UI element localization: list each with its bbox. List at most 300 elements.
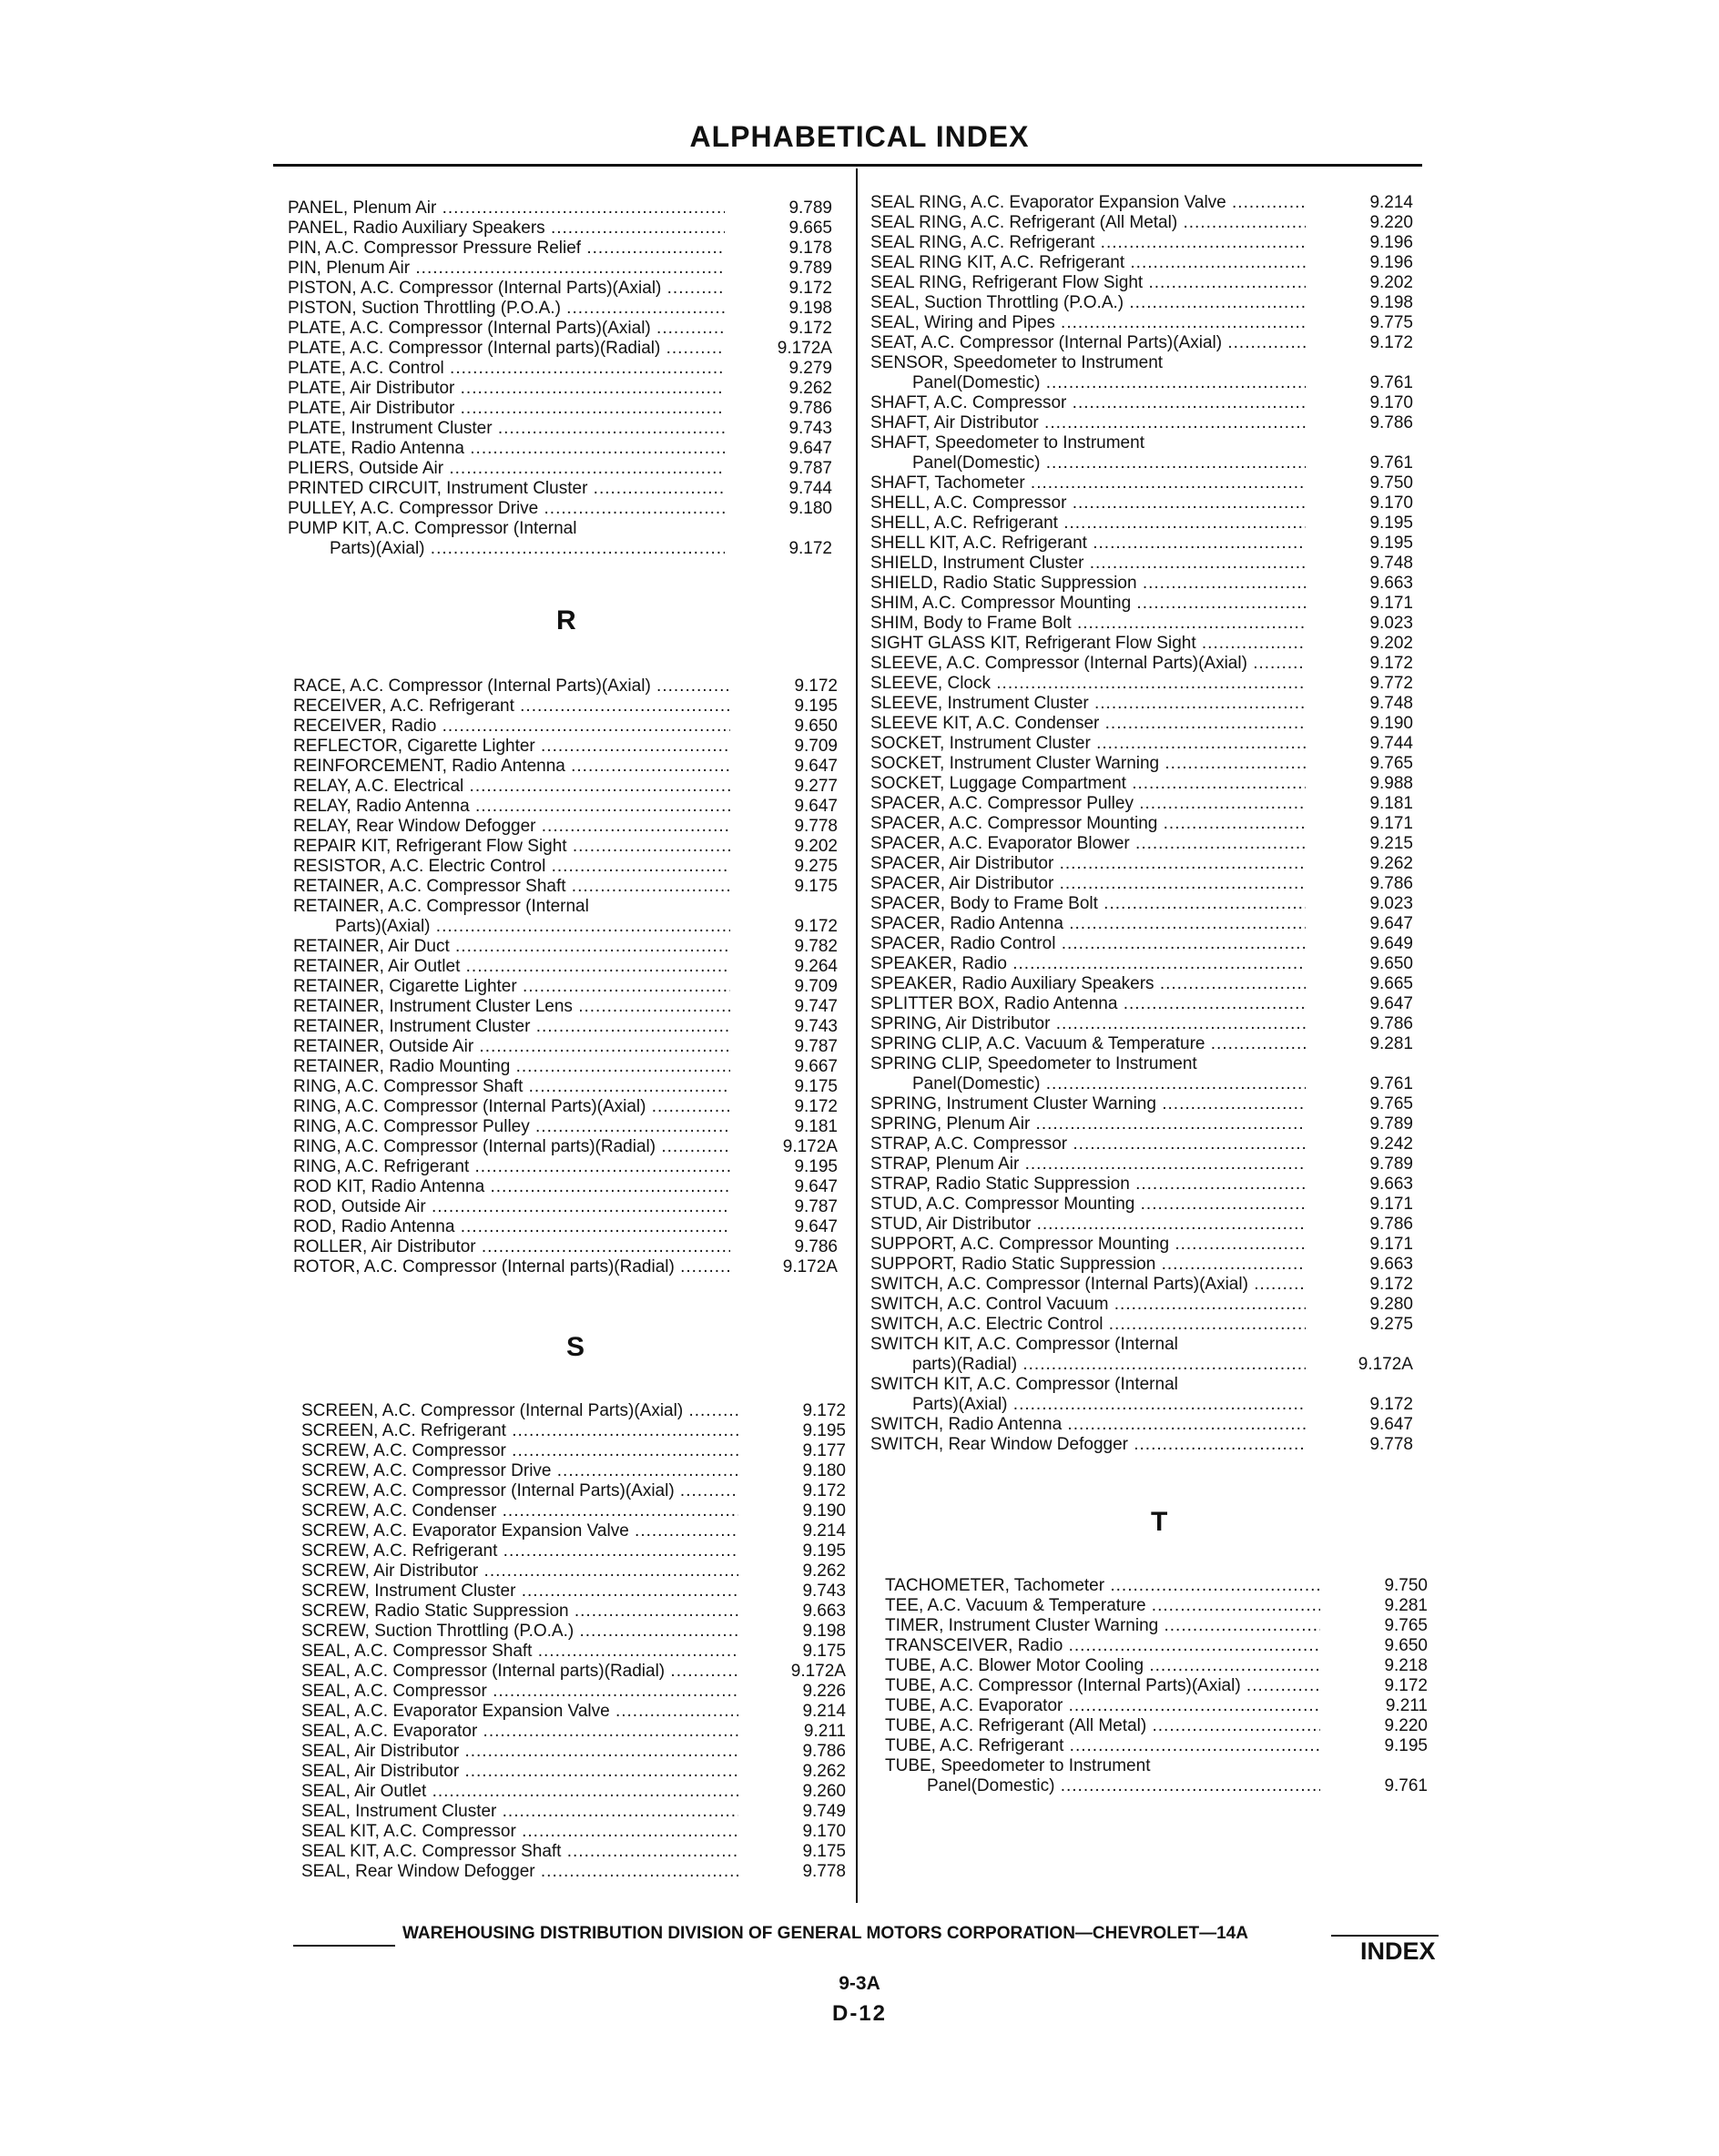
- index-entry: [885, 1656, 1431, 1676]
- index-entry: [288, 539, 836, 559]
- entry-page-ref: 9.761: [1369, 373, 1413, 392]
- index-entry: [301, 1822, 849, 1842]
- entry-page-ref: 9.786: [1369, 1215, 1413, 1234]
- entry-label: SPACER, A.C. Compressor Mounting .....: [870, 814, 1306, 834]
- index-entry: [301, 1481, 849, 1501]
- index-entry: [870, 554, 1417, 574]
- entry-label: SPACER, Air Distributor .....: [870, 874, 1306, 894]
- entry-label: SEAL KIT, A.C. Compressor Shaft .....: [301, 1842, 738, 1862]
- index-entry: [288, 419, 836, 439]
- entry-page-ref: 9.172: [1369, 1395, 1413, 1414]
- entry-label: SEAL RING, Refrigerant Flow Sight .....: [870, 273, 1306, 293]
- index-entry: [293, 1157, 841, 1177]
- entry-label: SCREW, A.C. Compressor (Internal Parts)(Axial) .....: [301, 1481, 738, 1501]
- index-entry: [288, 239, 836, 259]
- entry-page-ref: 9.220: [1369, 213, 1413, 232]
- entry-page-ref: 9.195: [1384, 1736, 1428, 1755]
- index-entry: [301, 1802, 849, 1822]
- entry-page-ref: 9.023: [1369, 894, 1413, 913]
- entry-page-ref: 9.262: [802, 1561, 846, 1581]
- index-entry: [293, 757, 841, 777]
- entry-label: Parts)(Axial) .....: [912, 1395, 1306, 1415]
- index-entry: [870, 473, 1417, 493]
- entry-label: RECEIVER, A.C. Refrigerant .....: [293, 697, 730, 717]
- section-letter-s: S: [566, 1332, 585, 1362]
- index-entry: [870, 1134, 1417, 1154]
- entry-label: SEAL, A.C. Evaporator .....: [301, 1722, 738, 1742]
- entry-label: SCREW, Instrument Cluster .....: [301, 1581, 738, 1602]
- entry-label: SPRING CLIP, A.C. Vacuum & Temperature .....: [870, 1034, 1306, 1054]
- entry-label: SHIM, A.C. Compressor Mounting .....: [870, 594, 1306, 614]
- index-entry: [885, 1736, 1431, 1756]
- index-entry: [301, 1602, 849, 1622]
- entry-page-ref: 9.647: [794, 797, 838, 816]
- entry-label: SWITCH KIT, A.C. Compressor (Internal: [870, 1335, 1178, 1354]
- entry-page-ref: 9.650: [1384, 1636, 1428, 1655]
- entry-label: STRAP, Radio Static Suppression .....: [870, 1175, 1306, 1195]
- index-entry: [870, 1114, 1417, 1134]
- entry-label: SEAL RING KIT, A.C. Refrigerant .....: [870, 253, 1306, 273]
- entry-page-ref: 9.281: [1384, 1596, 1428, 1615]
- index-entry: [293, 1217, 841, 1237]
- index-entry: [870, 994, 1417, 1014]
- entry-page-ref: 9.262: [802, 1762, 846, 1781]
- index-entry: [870, 854, 1417, 874]
- footer-rule-left: [293, 1945, 395, 1947]
- index-entry: [293, 997, 841, 1017]
- page-code: D-12: [831, 2001, 888, 2026]
- index-entry: [293, 837, 841, 857]
- entry-page-ref: 9.748: [1369, 694, 1413, 713]
- entry-label: PLATE, A.C. Control .....: [288, 359, 725, 379]
- entry-label: RECEIVER, Radio .....: [293, 717, 730, 737]
- entry-page-ref: 9.172A: [1358, 1355, 1413, 1374]
- entry-label: REPAIR KIT, Refrigerant Flow Sight .....: [293, 837, 730, 857]
- entry-page-ref: 9.195: [802, 1541, 846, 1561]
- index-entry: [288, 339, 836, 359]
- index-entry: [288, 399, 836, 419]
- index-entry: [301, 1561, 849, 1581]
- index-entry: [885, 1776, 1431, 1796]
- section-label: INDEX: [1360, 1937, 1436, 1965]
- entry-label: STRAP, Plenum Air .....: [870, 1154, 1306, 1175]
- entry-page-ref: 9.663: [1369, 574, 1413, 593]
- entry-label: SEAL RING, A.C. Evaporator Expansion Valve .....: [870, 193, 1306, 213]
- index-entry: [870, 714, 1417, 734]
- entry-label: PIN, A.C. Compressor Pressure Relief .....: [288, 239, 725, 259]
- entry-label: SUPPORT, A.C. Compressor Mounting .....: [870, 1235, 1306, 1255]
- entry-page-ref: 9.765: [1369, 754, 1413, 773]
- entry-page-ref: 9.789: [788, 198, 832, 218]
- index-entry: [870, 974, 1417, 994]
- index-entry: [870, 1315, 1417, 1335]
- entry-page-ref: 9.196: [1369, 233, 1413, 252]
- entry-label: RETAINER, Air Duct .....: [293, 937, 730, 957]
- entry-page-ref: 9.750: [1384, 1576, 1428, 1595]
- entry-page-ref: 9.242: [1369, 1134, 1413, 1154]
- entry-page-ref: 9.647: [794, 1177, 838, 1196]
- index-entry: [885, 1756, 1431, 1776]
- index-entry: [301, 1401, 849, 1421]
- entry-page-ref: 9.172: [1369, 1275, 1413, 1294]
- index-entry: [870, 914, 1417, 934]
- index-entry: [301, 1642, 849, 1662]
- entry-label: REFLECTOR, Cigarette Lighter .....: [293, 737, 730, 757]
- entry-page-ref: 9.647: [1369, 914, 1413, 933]
- entry-label: SLEEVE, Instrument Cluster .....: [870, 694, 1306, 714]
- index-entry: [870, 433, 1417, 453]
- entry-page-ref: 9.275: [794, 857, 838, 876]
- index-entry: [870, 413, 1417, 433]
- entry-page-ref: 9.172: [788, 539, 832, 558]
- entry-label: SOCKET, Instrument Cluster .....: [870, 734, 1306, 754]
- entry-label: Parts)(Axial) .....: [330, 539, 725, 559]
- index-entry: [288, 198, 836, 219]
- index-entry: [293, 977, 841, 997]
- entry-label: SWITCH, Radio Antenna .....: [870, 1415, 1306, 1435]
- entry-page-ref: 9.665: [788, 219, 832, 238]
- entry-page-ref: 9.195: [802, 1421, 846, 1440]
- entry-page-ref: 9.709: [794, 737, 838, 756]
- entry-label: PLATE, A.C. Compressor (Internal parts)(Radial) .....: [288, 339, 725, 359]
- entry-page-ref: 9.214: [1369, 193, 1413, 212]
- entry-label: SHELL, A.C. Refrigerant .....: [870, 514, 1306, 534]
- entry-page-ref: 9.663: [802, 1602, 846, 1621]
- entry-page-ref: 9.170: [802, 1822, 846, 1841]
- index-entry: [293, 737, 841, 757]
- index-entry: [301, 1441, 849, 1461]
- entry-page-ref: 9.172: [788, 279, 832, 298]
- index-entry: [293, 877, 841, 897]
- entry-page-ref: 9.647: [794, 1217, 838, 1236]
- entry-label: RETAINER, Radio Mounting .....: [293, 1057, 730, 1077]
- section-letter-r: R: [556, 605, 576, 636]
- entry-label: RETAINER, Cigarette Lighter .....: [293, 977, 730, 997]
- entry-label: RING, A.C. Compressor Shaft .....: [293, 1077, 730, 1097]
- entry-label: ROD KIT, Radio Antenna .....: [293, 1177, 730, 1197]
- index-entry: [870, 634, 1417, 654]
- index-entry: [301, 1662, 849, 1682]
- entry-page-ref: 9.180: [802, 1461, 846, 1480]
- entry-label: SCREW, A.C. Refrigerant .....: [301, 1541, 738, 1561]
- entry-label: ROD, Radio Antenna .....: [293, 1217, 730, 1237]
- index-entry: [301, 1702, 849, 1722]
- index-entry: [870, 934, 1417, 954]
- entry-label: RETAINER, Instrument Cluster Lens .....: [293, 997, 730, 1017]
- entry-page-ref: 9.786: [1369, 413, 1413, 432]
- index-entry: [870, 954, 1417, 974]
- footer-publisher: WAREHOUSING DISTRIBUTION DIVISION OF GENERAL MOTORS CORPORATION—CHEVROLET—14A: [402, 1924, 1248, 1943]
- index-entry: [870, 273, 1417, 293]
- index-entry: [288, 379, 836, 399]
- entry-page-ref: 9.750: [1369, 473, 1413, 493]
- entry-page-ref: 9.196: [1369, 253, 1413, 272]
- entry-label: SIGHT GLASS KIT, Refrigerant Flow Sight .....: [870, 634, 1306, 654]
- index-entry: [870, 674, 1417, 694]
- index-entry: [870, 1435, 1417, 1455]
- index-entry: [288, 499, 836, 519]
- index-entry: [870, 1074, 1417, 1094]
- entry-label: SHIELD, Radio Static Suppression .....: [870, 574, 1306, 594]
- entry-page-ref: 9.667: [794, 1057, 838, 1076]
- index-entry: [293, 1137, 841, 1157]
- entry-label: SPRING, Instrument Cluster Warning .....: [870, 1094, 1306, 1114]
- index-entry: [870, 293, 1417, 313]
- entry-page-ref: 9.647: [1369, 994, 1413, 1013]
- entry-label: SCREEN, A.C. Refrigerant .....: [301, 1421, 738, 1441]
- entry-label: ROLLER, Air Distributor .....: [293, 1237, 730, 1257]
- entry-label: PUMP KIT, A.C. Compressor (Internal: [288, 519, 577, 538]
- entry-label: SHELL, A.C. Compressor .....: [870, 493, 1306, 514]
- entry-label: SOCKET, Instrument Cluster Warning .....: [870, 754, 1306, 774]
- index-entry: [870, 694, 1417, 714]
- index-entry: [293, 817, 841, 837]
- index-entry: [293, 1057, 841, 1077]
- entry-page-ref: 9.172A: [790, 1662, 846, 1681]
- entry-page-ref: 9.175: [794, 1077, 838, 1096]
- entry-label: TEE, A.C. Vacuum & Temperature .....: [885, 1596, 1320, 1616]
- entry-page-ref: 9.789: [1369, 1154, 1413, 1174]
- index-entry: [870, 493, 1417, 514]
- index-entry: [870, 333, 1417, 353]
- entry-label: TUBE, A.C. Compressor (Internal Parts)(Axial) .....: [885, 1676, 1320, 1696]
- entry-label: SEAL RING, A.C. Refrigerant (All Metal) .....: [870, 213, 1306, 233]
- index-entry: [870, 754, 1417, 774]
- entry-page-ref: 9.170: [1369, 393, 1413, 412]
- entry-label: SPRING, Air Distributor .....: [870, 1014, 1306, 1034]
- entry-page-ref: 9.172: [1384, 1676, 1428, 1695]
- index-entry: [870, 1355, 1417, 1375]
- entry-page-ref: 9.786: [802, 1742, 846, 1761]
- entry-page-ref: 9.778: [1369, 1435, 1413, 1454]
- entry-page-ref: 9.786: [1369, 874, 1413, 893]
- entry-page-ref: 9.743: [802, 1581, 846, 1601]
- entry-page-ref: 9.226: [802, 1682, 846, 1701]
- index-entry: [293, 1197, 841, 1217]
- entry-page-ref: 9.172: [794, 676, 838, 696]
- index-entry: [870, 874, 1417, 894]
- entry-label: Panel(Domestic) .....: [912, 1074, 1306, 1094]
- index-entry: [870, 1034, 1417, 1054]
- index-entry: [870, 894, 1417, 914]
- entry-label: SWITCH, A.C. Compressor (Internal Parts)(Axial) .....: [870, 1275, 1306, 1295]
- index-entry: [293, 1117, 841, 1137]
- entry-page-ref: 9.663: [1369, 1255, 1413, 1274]
- entry-page-ref: 9.172A: [782, 1137, 838, 1156]
- entry-page-ref: 9.747: [794, 997, 838, 1016]
- entry-label: Panel(Domestic) .....: [927, 1776, 1320, 1796]
- index-entry: [293, 897, 841, 917]
- entry-page-ref: 9.177: [802, 1441, 846, 1460]
- index-entry: [870, 614, 1417, 634]
- entry-label: Panel(Domestic) .....: [912, 453, 1306, 473]
- index-entry: [288, 479, 836, 499]
- index-entry: [870, 373, 1417, 393]
- entry-label: SPRING CLIP, Speedometer to Instrument: [870, 1054, 1197, 1073]
- entry-page-ref: 9.178: [788, 239, 832, 258]
- entry-page-ref: 9.172: [802, 1481, 846, 1500]
- index-entry: [870, 514, 1417, 534]
- entry-label: SEAL, Suction Throttling (P.O.A.) .....: [870, 293, 1306, 313]
- entry-label: RETAINER, A.C. Compressor (Internal: [293, 897, 589, 916]
- index-entry: [870, 1235, 1417, 1255]
- index-entry: [288, 439, 836, 459]
- index-entry: [301, 1842, 849, 1862]
- entry-label: SPEAKER, Radio Auxiliary Speakers .....: [870, 974, 1306, 994]
- column-divider: [856, 168, 858, 1903]
- entry-page-ref: 9.172: [1369, 333, 1413, 352]
- entry-page-ref: 9.281: [1369, 1034, 1413, 1053]
- entry-page-ref: 9.665: [1369, 974, 1413, 993]
- entry-page-ref: 9.195: [1369, 514, 1413, 533]
- index-entry: [293, 1237, 841, 1257]
- entry-page-ref: 9.198: [802, 1622, 846, 1641]
- entry-page-ref: 9.649: [1369, 934, 1413, 953]
- entry-label: STUD, A.C. Compressor Mounting .....: [870, 1195, 1306, 1215]
- entry-label: SPACER, A.C. Compressor Pulley .....: [870, 794, 1306, 814]
- index-entry: [293, 676, 841, 697]
- entry-page-ref: 9.202: [794, 837, 838, 856]
- entry-label: PISTON, A.C. Compressor (Internal Parts)(Axial) .....: [288, 279, 725, 299]
- entry-label: SWITCH, A.C. Control Vacuum .....: [870, 1295, 1306, 1315]
- index-entry: [288, 519, 836, 539]
- entry-label: SPACER, Air Distributor .....: [870, 854, 1306, 874]
- index-entry: [288, 219, 836, 239]
- entry-label: ROTOR, A.C. Compressor (Internal parts)(Radial) .....: [293, 1257, 730, 1277]
- entry-page-ref: 9.778: [794, 817, 838, 836]
- entry-label: RELAY, Radio Antenna .....: [293, 797, 730, 817]
- entry-page-ref: 9.214: [802, 1702, 846, 1721]
- entry-page-ref: 9.744: [1369, 734, 1413, 753]
- entry-label: RING, A.C. Compressor (Internal parts)(Radial) .....: [293, 1137, 730, 1157]
- title-rule: [273, 164, 1422, 167]
- entry-label: RING, A.C. Refrigerant .....: [293, 1157, 730, 1177]
- entry-label: Panel(Domestic) .....: [912, 373, 1306, 393]
- entry-label: PIN, Plenum Air .....: [288, 259, 725, 279]
- entry-label: RETAINER, A.C. Compressor Shaft .....: [293, 877, 730, 897]
- entry-label: SWITCH, Rear Window Defogger .....: [870, 1435, 1306, 1455]
- entry-label: SCREW, A.C. Evaporator Expansion Valve .....: [301, 1521, 738, 1541]
- index-entry: [870, 574, 1417, 594]
- entry-page-ref: 9.748: [1369, 554, 1413, 573]
- entry-page-ref: 9.198: [1369, 293, 1413, 312]
- entry-label: PISTON, Suction Throttling (P.O.A.) .....: [288, 299, 725, 319]
- entry-page-ref: 9.211: [803, 1722, 846, 1741]
- entry-label: SEAL, Rear Window Defogger .....: [301, 1862, 738, 1882]
- entry-page-ref: 9.260: [802, 1782, 846, 1801]
- entry-label: RACE, A.C. Compressor (Internal Parts)(Axial) .....: [293, 676, 730, 697]
- index-entry: [301, 1541, 849, 1561]
- index-entry: [870, 594, 1417, 614]
- entry-label: PANEL, Plenum Air .....: [288, 198, 725, 219]
- entry-label: SHAFT, Tachometer .....: [870, 473, 1306, 493]
- index-entry: [870, 1014, 1417, 1034]
- entry-label: RELAY, Rear Window Defogger .....: [293, 817, 730, 837]
- index-entry: [293, 797, 841, 817]
- index-entry: [870, 814, 1417, 834]
- entry-page-ref: 9.647: [788, 439, 832, 458]
- index-entry: [301, 1742, 849, 1762]
- entry-page-ref: 9.778: [802, 1862, 846, 1881]
- entry-label: SHAFT, A.C. Compressor .....: [870, 393, 1306, 413]
- index-entry: [870, 393, 1417, 413]
- entry-page-ref: 9.180: [788, 499, 832, 518]
- entry-label: PANEL, Radio Auxiliary Speakers .....: [288, 219, 725, 239]
- index-entry: [301, 1682, 849, 1702]
- entry-label: TIMER, Instrument Cluster Warning .....: [885, 1616, 1320, 1636]
- entry-page-ref: 9.275: [1369, 1315, 1413, 1334]
- index-entry: [288, 319, 836, 339]
- index-entry: [293, 777, 841, 797]
- entry-label: SHAFT, Air Distributor .....: [870, 413, 1306, 433]
- index-entry: [293, 697, 841, 717]
- entry-page-ref: 9.202: [1369, 634, 1413, 653]
- entry-page-ref: 9.647: [1369, 1415, 1413, 1434]
- entry-label: SCREW, A.C. Compressor .....: [301, 1441, 738, 1461]
- entry-label: SEAT, A.C. Compressor (Internal Parts)(Axial) .....: [870, 333, 1306, 353]
- entry-page-ref: 9.195: [794, 697, 838, 716]
- entry-page-ref: 9.787: [794, 1197, 838, 1216]
- entry-page-ref: 9.775: [1369, 313, 1413, 332]
- index-entry: [870, 253, 1417, 273]
- entry-page-ref: 9.663: [1369, 1175, 1413, 1194]
- entry-label: SCREW, Air Distributor .....: [301, 1561, 738, 1581]
- entry-page-ref: 9.786: [788, 399, 832, 418]
- index-entry: [301, 1762, 849, 1782]
- index-entry: [288, 359, 836, 379]
- footer-rule-right: [1331, 1935, 1439, 1937]
- entry-label: SPRING, Plenum Air .....: [870, 1114, 1306, 1134]
- entry-page-ref: 9.171: [1369, 1235, 1413, 1254]
- entry-label: TUBE, A.C. Blower Motor Cooling .....: [885, 1656, 1320, 1676]
- index-entry: [870, 1175, 1417, 1195]
- index-entry: [288, 299, 836, 319]
- entry-label: SEAL, A.C. Compressor (Internal parts)(Radial) .....: [301, 1662, 738, 1682]
- entry-page-ref: 9.211: [1385, 1696, 1428, 1715]
- entry-page-ref: 9.181: [1369, 794, 1413, 813]
- index-entry: [870, 1255, 1417, 1275]
- entry-page-ref: 9.789: [1369, 1114, 1413, 1134]
- entry-label: RELAY, A.C. Electrical .....: [293, 777, 730, 797]
- entry-page-ref: 9.172: [794, 1097, 838, 1116]
- index-entry: [293, 717, 841, 737]
- entry-label: SWITCH KIT, A.C. Compressor (Internal: [870, 1375, 1178, 1394]
- index-entry: [293, 957, 841, 977]
- entry-page-ref: 9.195: [1369, 534, 1413, 553]
- entry-page-ref: 9.175: [794, 877, 838, 896]
- entry-page-ref: 9.782: [794, 937, 838, 956]
- index-entry: [293, 937, 841, 957]
- entry-label: SPACER, Radio Antenna .....: [870, 914, 1306, 934]
- index-entry: [288, 459, 836, 479]
- entry-page-ref: 9.190: [1369, 714, 1413, 733]
- entry-label: RETAINER, Air Outlet .....: [293, 957, 730, 977]
- entry-page-ref: 9.789: [788, 259, 832, 278]
- entry-label: TACHOMETER, Tachometer .....: [885, 1576, 1320, 1596]
- entry-page-ref: 9.264: [794, 957, 838, 976]
- index-entry: [870, 213, 1417, 233]
- entry-page-ref: 9.650: [1369, 954, 1413, 973]
- index-entry: [288, 279, 836, 299]
- entry-page-ref: 9.171: [1369, 594, 1413, 613]
- index-entry: [870, 1195, 1417, 1215]
- entry-label: RING, A.C. Compressor (Internal Parts)(Axial) .....: [293, 1097, 730, 1117]
- entry-label: REINFORCEMENT, Radio Antenna .....: [293, 757, 730, 777]
- index-entry: [293, 1077, 841, 1097]
- index-entry: [885, 1636, 1431, 1656]
- entry-label: SCREW, A.C. Compressor Drive .....: [301, 1461, 738, 1481]
- index-entry: [885, 1576, 1431, 1596]
